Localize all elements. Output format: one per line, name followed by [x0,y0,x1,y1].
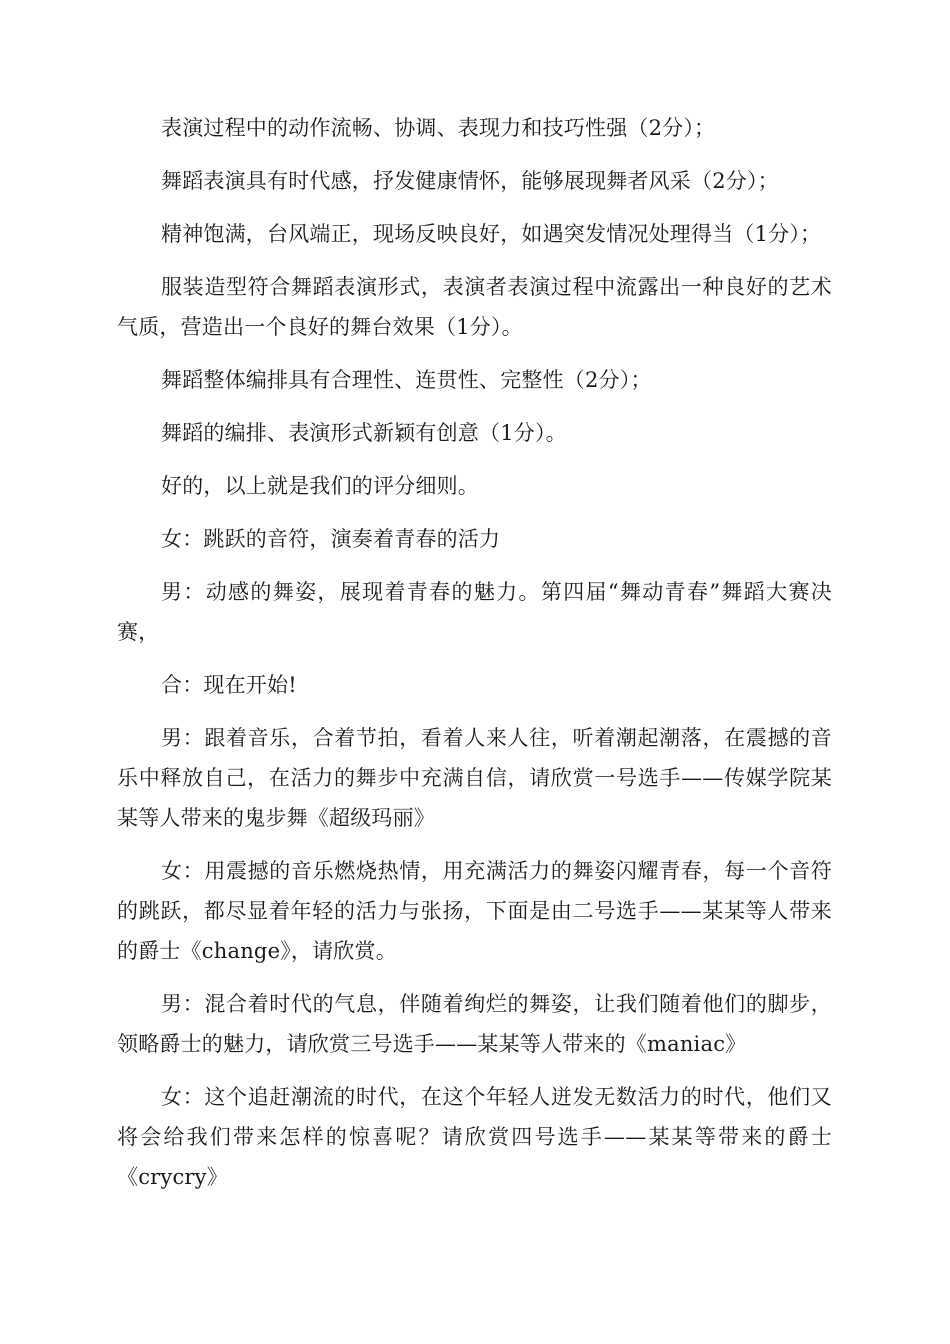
paragraph-criterion-3: 精神饱满，台风端正，现场反映良好，如遇突发情况处理得当（1分）； [161,222,822,246]
paragraph-male-host-line: 男：动感的舞姿，展现着青春的魅力。第四届“舞动青春”舞蹈大赛决赛， [117,580,832,644]
paragraph-criteria-closing: 好的，以上就是我们的评分细则。 [161,474,479,498]
paragraph-contestant-4-intro: 女：这个追赶潮流的时代，在这个年轻人迸发无数活力的时代，他们又将会给我们带来怎样的惊喜呢？请欣赏四号选手——某某等带来的爵士《crycry》 [117,1085,832,1189]
paragraph-female-host-line: 女：跳跃的音符，演奏着青春的活力 [161,527,501,551]
paragraph-contestant-3-intro: 男：混合着时代的气息，伴随着绚烂的舞姿，让我们随着他们的脚步，领略爵士的魅力，请欣赏三号选手——某某等人带来的《maniac》 [117,992,832,1056]
paragraph-criterion-6: 舞蹈的编排、表演形式新颖有创意（1分）。 [161,421,567,445]
paragraph-criterion-2: 舞蹈表演具有时代感，抒发健康情怀，能够展现舞者风采（2分）； [161,169,779,193]
paragraph-together-line: 合：现在开始! [161,673,297,697]
paragraph-criterion-5: 舞蹈整体编排具有合理性、连贯性、完整性（2分）； [161,368,652,392]
paragraph-criterion-1: 表演过程中的动作流畅、协调、表现力和技巧性强（2分）； [161,116,716,140]
paragraph-contestant-1-intro: 男：跟着音乐，合着节拍，看着人来人往，听着潮起潮落，在震撼的音乐中释放自己，在活力的舞步中充满自信，请欣赏一号选手——传媒学院某某等人带来的鬼步舞《超级玛丽》 [117,726,832,830]
paragraph-contestant-2-intro: 女：用震撼的音乐燃烧热情，用充满活力的舞姿闪耀青春，每一个音符的跳跃，都尽显着年轻的活力与张扬，下面是由二号选手——某某等人带来的爵士《change》，请欣赏。 [117,859,832,963]
paragraph-criterion-4: 服装造型符合舞蹈表演形式，表演者表演过程中流露出一种良好的艺术气质，营造出一个良好的舞台效果（1分）。 [117,275,832,339]
document-body [117,108,832,1210]
